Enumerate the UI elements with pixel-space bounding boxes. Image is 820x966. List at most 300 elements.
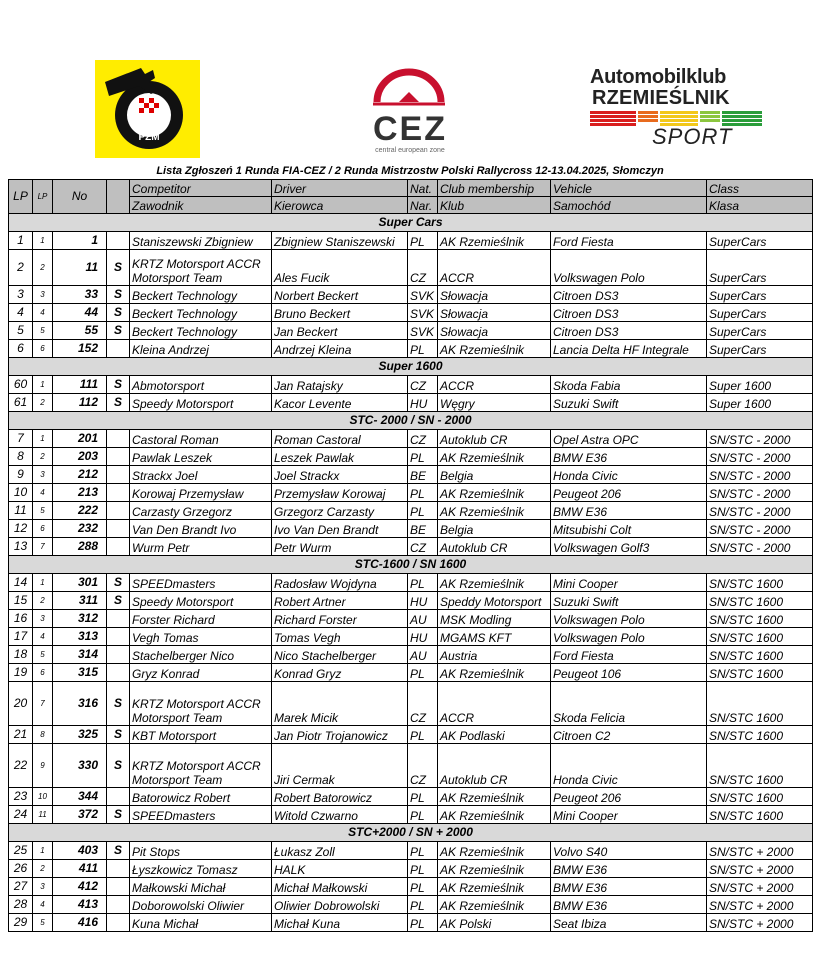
cell-club: Słowacja	[438, 286, 551, 304]
cell-lp: 20	[9, 682, 33, 726]
automobilklub-logo	[584, 66, 764, 154]
cell-club: MSK Modling	[438, 610, 551, 628]
cell-lp: 16	[9, 610, 33, 628]
cell-vehicle: Volkswagen Polo	[551, 610, 707, 628]
category-title: STC-1600 / SN 1600	[9, 556, 813, 574]
cell-lp-class: 5	[33, 914, 53, 932]
cell-competitor: KRTZ Motorsport ACCR Motorsport Team	[130, 682, 272, 726]
cell-start-number: 314	[53, 646, 107, 664]
cell-club: AK Rzemieślnik	[438, 842, 551, 860]
cell-competitor: KRTZ Motorsport ACCR Motorsport Team	[130, 744, 272, 788]
cell-club: MGAMS KFT	[438, 628, 551, 646]
cell-s-flag	[107, 646, 130, 664]
cell-start-number: 411	[53, 860, 107, 878]
cell-start-number: 55	[53, 322, 107, 340]
cell-nationality: PL	[408, 788, 438, 806]
cell-s-flag	[107, 520, 130, 538]
cell-vehicle: Citroen DS3	[551, 286, 707, 304]
cell-driver: Oliwier Dobrowolski	[272, 896, 408, 914]
cell-lp: 12	[9, 520, 33, 538]
cell-lp-class: 6	[33, 664, 53, 682]
cell-nationality: AU	[408, 610, 438, 628]
cell-class: SN/STC - 2000	[707, 502, 813, 520]
cell-lp-class: 1	[33, 574, 53, 592]
cell-vehicle: Mitsubishi Colt	[551, 520, 707, 538]
cell-competitor: Abmotorsport	[130, 376, 272, 394]
cell-competitor: Carzasty Grzegorz	[130, 502, 272, 520]
cell-lp: 7	[9, 430, 33, 448]
cell-vehicle: Peugeot 106	[551, 664, 707, 682]
cell-competitor: Castoral Roman	[130, 430, 272, 448]
cell-lp-class: 7	[33, 682, 53, 726]
cell-start-number: 288	[53, 538, 107, 556]
cell-lp: 61	[9, 394, 33, 412]
cell-lp: 25	[9, 842, 33, 860]
table-row	[9, 592, 813, 610]
cell-competitor: Doborowolski Oliwier	[130, 896, 272, 914]
cell-club: AK Rzemieślnik	[438, 484, 551, 502]
cell-class: SN/STC - 2000	[707, 430, 813, 448]
cell-vehicle: BMW E36	[551, 896, 707, 914]
table-row	[9, 466, 813, 484]
cell-vehicle: Citroen C2	[551, 726, 707, 744]
col-header-lp: LP	[9, 180, 33, 214]
cell-class: SN/STC 1600	[707, 726, 813, 744]
cell-driver: Joel Strackx	[272, 466, 408, 484]
cell-nationality: CZ	[408, 376, 438, 394]
logo-text-sport: SPORT	[652, 124, 733, 149]
cell-nationality: CZ	[408, 682, 438, 726]
cell-vehicle: Opel Astra OPC	[551, 430, 707, 448]
cell-vehicle: Citroen DS3	[551, 304, 707, 322]
cell-nationality: PL	[408, 860, 438, 878]
cell-club: ACCR	[438, 250, 551, 286]
cell-club: AK Rzemieślnik	[438, 896, 551, 914]
cell-vehicle: Honda Civic	[551, 744, 707, 788]
cell-vehicle: Suzuki Swift	[551, 592, 707, 610]
cell-driver: Jan Ratajsky	[272, 376, 408, 394]
cell-club: AK Rzemieślnik	[438, 232, 551, 250]
cell-nationality: BE	[408, 520, 438, 538]
cell-competitor: Vegh Tomas	[130, 628, 272, 646]
cell-vehicle: Peugeot 206	[551, 788, 707, 806]
table-row	[9, 250, 813, 286]
cell-class: SN/STC 1600	[707, 664, 813, 682]
cell-s-flag: S	[107, 322, 130, 340]
cell-driver: Robert Artner	[272, 592, 408, 610]
cell-class: SuperCars	[707, 304, 813, 322]
col-header-no: No	[53, 180, 107, 214]
cell-start-number: 325	[53, 726, 107, 744]
cell-lp-class: 9	[33, 744, 53, 788]
category-row	[9, 214, 813, 232]
cell-club: AK Rzemieślnik	[438, 788, 551, 806]
col-header-club: Club membership	[438, 180, 551, 197]
cell-start-number: 344	[53, 788, 107, 806]
cell-nationality: SVK	[408, 304, 438, 322]
cell-class: SuperCars	[707, 340, 813, 358]
svg-text:CEZ: CEZ	[373, 110, 447, 148]
cell-vehicle: Seat Ibiza	[551, 914, 707, 932]
cell-nationality: SVK	[408, 322, 438, 340]
table-row	[9, 376, 813, 394]
cell-class: Super 1600	[707, 394, 813, 412]
table-row	[9, 664, 813, 682]
cell-nationality: PL	[408, 726, 438, 744]
cell-start-number: 44	[53, 304, 107, 322]
cell-club: Słowacja	[438, 322, 551, 340]
cell-nationality: PL	[408, 842, 438, 860]
cell-s-flag: S	[107, 574, 130, 592]
table-row	[9, 896, 813, 914]
cell-driver: Leszek Pawlak	[272, 448, 408, 466]
cell-class: SN/STC - 2000	[707, 484, 813, 502]
cell-nationality: PL	[408, 484, 438, 502]
cell-class: SN/STC + 2000	[707, 896, 813, 914]
cell-club: AK Rzemieślnik	[438, 664, 551, 682]
cell-driver: Richard Forster	[272, 610, 408, 628]
col-header-class: Class	[707, 180, 813, 197]
cell-class: SN/STC 1600	[707, 574, 813, 592]
cell-competitor: Małkowski Michał	[130, 878, 272, 896]
category-row	[9, 412, 813, 430]
cell-competitor: Stachelberger Nico	[130, 646, 272, 664]
cell-lp-class: 1	[33, 376, 53, 394]
cell-lp-class: 11	[33, 806, 53, 824]
cell-nationality: PL	[408, 574, 438, 592]
cell-lp-class: 5	[33, 646, 53, 664]
svg-text:central european zone: central european zone	[375, 147, 445, 154]
table-row	[9, 322, 813, 340]
cell-lp: 5	[9, 322, 33, 340]
cell-lp: 15	[9, 592, 33, 610]
cell-club: AK Rzemieślnik	[438, 574, 551, 592]
cell-club: AK Rzemieślnik	[438, 340, 551, 358]
cell-nationality: SVK	[408, 286, 438, 304]
cell-vehicle: BMW E36	[551, 860, 707, 878]
cell-class: SN/STC - 2000	[707, 538, 813, 556]
cell-nationality: PL	[408, 664, 438, 682]
cell-class: SN/STC 1600	[707, 788, 813, 806]
col-header-club-pl: Klub	[438, 197, 551, 214]
cell-nationality: PL	[408, 878, 438, 896]
cell-lp: 26	[9, 860, 33, 878]
cell-class: SN/STC + 2000	[707, 914, 813, 932]
cell-driver: Norbert Beckert	[272, 286, 408, 304]
cell-lp: 60	[9, 376, 33, 394]
cell-lp: 14	[9, 574, 33, 592]
category-title: STC+2000 / SN + 2000	[9, 824, 813, 842]
category-title: STC- 2000 / SN - 2000	[9, 412, 813, 430]
table-row	[9, 574, 813, 592]
cell-vehicle: BMW E36	[551, 448, 707, 466]
cell-lp-class: 7	[33, 538, 53, 556]
cell-driver: Ales Fucik	[272, 250, 408, 286]
cell-club: AK Rzemieślnik	[438, 806, 551, 824]
cell-lp: 11	[9, 502, 33, 520]
table-row	[9, 646, 813, 664]
table-row	[9, 914, 813, 932]
cell-start-number: 112	[53, 394, 107, 412]
cell-club: Autoklub CR	[438, 430, 551, 448]
category-title: Super 1600	[9, 358, 813, 376]
cell-club: Speddy Motorsport	[438, 592, 551, 610]
table-row	[9, 628, 813, 646]
cell-competitor: Łyszkowicz Tomasz	[130, 860, 272, 878]
cell-driver: Petr Wurm	[272, 538, 408, 556]
cell-class: SN/STC + 2000	[707, 860, 813, 878]
category-title: Super Cars	[9, 214, 813, 232]
cell-lp-class: 8	[33, 726, 53, 744]
cell-driver: Marek Micik	[272, 682, 408, 726]
cell-vehicle: Lancia Delta HF Integrale	[551, 340, 707, 358]
cell-start-number: 203	[53, 448, 107, 466]
cell-class: SN/STC 1600	[707, 592, 813, 610]
pzm-logo	[95, 60, 200, 158]
cell-lp-class: 3	[33, 466, 53, 484]
cell-class: SN/STC 1600	[707, 806, 813, 824]
cell-competitor: Kleina Andrzej	[130, 340, 272, 358]
cell-lp-class: 2	[33, 860, 53, 878]
table-row	[9, 484, 813, 502]
cell-start-number: 416	[53, 914, 107, 932]
cell-start-number: 213	[53, 484, 107, 502]
cell-competitor: Beckert Technology	[130, 286, 272, 304]
document-title: Lista Zgłoszeń 1 Runda FIA-CEZ / 2 Runda Mistrzostw Polski Rallycross 12-13.04.2025, Słomczyn	[156, 165, 664, 177]
cell-nationality: PL	[408, 448, 438, 466]
cell-club: Belgia	[438, 466, 551, 484]
col-header-lp2: LP	[33, 180, 53, 214]
cell-club: AK Rzemieślnik	[438, 860, 551, 878]
logo-text-line2: RZEMIEŚLNIK	[592, 87, 730, 109]
cell-club: ACCR	[438, 682, 551, 726]
cell-driver: Zbigniew Staniszewski	[272, 232, 408, 250]
cell-vehicle: Peugeot 206	[551, 484, 707, 502]
cell-start-number: 222	[53, 502, 107, 520]
cell-driver: Radosław Wojdyna	[272, 574, 408, 592]
cell-s-flag: S	[107, 304, 130, 322]
cell-start-number: 33	[53, 286, 107, 304]
cell-s-flag: S	[107, 394, 130, 412]
col-header-driver: Driver	[272, 180, 408, 197]
cell-lp-class: 4	[33, 628, 53, 646]
cell-competitor: Kuna Michał	[130, 914, 272, 932]
cell-s-flag: S	[107, 250, 130, 286]
cell-start-number: 111	[53, 376, 107, 394]
cell-lp-class: 3	[33, 286, 53, 304]
cell-nationality: HU	[408, 394, 438, 412]
cell-lp: 10	[9, 484, 33, 502]
cell-class: SuperCars	[707, 232, 813, 250]
cell-competitor: KBT Motorsport	[130, 726, 272, 744]
cell-lp: 22	[9, 744, 33, 788]
cell-s-flag	[107, 466, 130, 484]
cell-s-flag	[107, 538, 130, 556]
cell-vehicle: Volkswagen Polo	[551, 250, 707, 286]
cell-competitor: Beckert Technology	[130, 304, 272, 322]
table-row	[9, 232, 813, 250]
col-header-competitor: Competitor	[130, 180, 272, 197]
cell-class: SuperCars	[707, 286, 813, 304]
cell-driver: Grzegorz Carzasty	[272, 502, 408, 520]
cell-lp-class: 2	[33, 394, 53, 412]
cell-class: SN/STC 1600	[707, 610, 813, 628]
cell-competitor: Beckert Technology	[130, 322, 272, 340]
cez-logo	[345, 58, 475, 158]
cell-lp-class: 2	[33, 448, 53, 466]
col-header-class-pl: Klasa	[707, 197, 813, 214]
cell-competitor: Pit Stops	[130, 842, 272, 860]
cell-nationality: PL	[408, 232, 438, 250]
cell-start-number: 311	[53, 592, 107, 610]
cell-s-flag	[107, 502, 130, 520]
cell-vehicle: Suzuki Swift	[551, 394, 707, 412]
cell-nationality: BE	[408, 466, 438, 484]
cell-lp-class: 2	[33, 592, 53, 610]
cell-s-flag	[107, 610, 130, 628]
cell-lp: 21	[9, 726, 33, 744]
cell-lp: 28	[9, 896, 33, 914]
cell-class: SN/STC 1600	[707, 628, 813, 646]
table-row	[9, 430, 813, 448]
cell-start-number: 301	[53, 574, 107, 592]
cell-s-flag	[107, 860, 130, 878]
cell-lp-class: 6	[33, 520, 53, 538]
cell-lp: 6	[9, 340, 33, 358]
cell-driver: Kacor Levente	[272, 394, 408, 412]
cell-competitor: Gryz Konrad	[130, 664, 272, 682]
category-row	[9, 556, 813, 574]
cell-lp-class: 1	[33, 430, 53, 448]
cell-lp-class: 6	[33, 340, 53, 358]
cell-driver: Witold Czwarno	[272, 806, 408, 824]
cell-competitor: Forster Richard	[130, 610, 272, 628]
cell-driver: Jan Beckert	[272, 322, 408, 340]
cell-lp: 8	[9, 448, 33, 466]
cell-lp-class: 5	[33, 502, 53, 520]
cell-lp-class: 4	[33, 484, 53, 502]
table-row	[9, 448, 813, 466]
cell-lp: 29	[9, 914, 33, 932]
col-header-driver-pl: Kierowca	[272, 197, 408, 214]
cell-competitor: KRTZ Motorsport ACCR Motorsport Team	[130, 250, 272, 286]
cell-competitor: Korowaj Przemysław	[130, 484, 272, 502]
col-header-vehicle: Vehicle	[551, 180, 707, 197]
cell-vehicle: Volkswagen Polo	[551, 628, 707, 646]
table-header-row-en	[9, 180, 813, 197]
cell-nationality: CZ	[408, 538, 438, 556]
table-row	[9, 806, 813, 824]
cell-class: SuperCars	[707, 250, 813, 286]
cell-lp: 13	[9, 538, 33, 556]
cell-club: Słowacja	[438, 304, 551, 322]
cell-lp-class: 3	[33, 610, 53, 628]
cell-lp: 9	[9, 466, 33, 484]
category-row	[9, 358, 813, 376]
cell-club: AK Rzemieślnik	[438, 878, 551, 896]
cell-s-flag	[107, 788, 130, 806]
cell-driver: Przemysław Korowaj	[272, 484, 408, 502]
cell-lp-class: 4	[33, 304, 53, 322]
cell-start-number: 201	[53, 430, 107, 448]
cell-start-number: 11	[53, 250, 107, 286]
cell-lp: 27	[9, 878, 33, 896]
cell-class: SuperCars	[707, 322, 813, 340]
cell-start-number: 403	[53, 842, 107, 860]
cell-lp-class: 3	[33, 878, 53, 896]
table-body	[9, 180, 813, 932]
cell-s-flag	[107, 914, 130, 932]
cell-driver: Michał Małkowski	[272, 878, 408, 896]
cell-lp: 2	[9, 250, 33, 286]
cell-club: Autoklub CR	[438, 744, 551, 788]
cell-class: SN/STC 1600	[707, 744, 813, 788]
cell-start-number: 312	[53, 610, 107, 628]
cell-competitor: Pawlak Leszek	[130, 448, 272, 466]
cell-start-number: 212	[53, 466, 107, 484]
cell-competitor: Wurm Petr	[130, 538, 272, 556]
table-row	[9, 726, 813, 744]
cell-club: ACCR	[438, 376, 551, 394]
cell-s-flag	[107, 340, 130, 358]
cell-club: Austria	[438, 646, 551, 664]
table-row	[9, 744, 813, 788]
table-row	[9, 286, 813, 304]
cell-s-flag	[107, 664, 130, 682]
cell-lp-class: 1	[33, 232, 53, 250]
table-row	[9, 538, 813, 556]
col-header-nat: Nat.	[408, 180, 438, 197]
cell-club: AK Podlaski	[438, 726, 551, 744]
cell-lp-class: 2	[33, 250, 53, 286]
table-row	[9, 788, 813, 806]
cell-nationality: PL	[408, 914, 438, 932]
cell-vehicle: Volvo S40	[551, 842, 707, 860]
cell-s-flag	[107, 878, 130, 896]
col-header-vehicle-pl: Samochód	[551, 197, 707, 214]
cell-lp: 19	[9, 664, 33, 682]
cell-club: AK Polski	[438, 914, 551, 932]
cell-start-number: 372	[53, 806, 107, 824]
cell-vehicle: Volkswagen Golf3	[551, 538, 707, 556]
cell-lp: 18	[9, 646, 33, 664]
cell-nationality: PL	[408, 502, 438, 520]
cell-s-flag	[107, 430, 130, 448]
cell-class: SN/STC - 2000	[707, 448, 813, 466]
cell-s-flag: S	[107, 682, 130, 726]
cell-lp: 23	[9, 788, 33, 806]
cell-class: Super 1600	[707, 376, 813, 394]
cell-vehicle: Honda Civic	[551, 466, 707, 484]
cell-club: AK Rzemieślnik	[438, 448, 551, 466]
cell-start-number: 232	[53, 520, 107, 538]
cell-competitor: Strackx Joel	[130, 466, 272, 484]
cell-club: Autoklub CR	[438, 538, 551, 556]
cell-s-flag: S	[107, 592, 130, 610]
cell-start-number: 313	[53, 628, 107, 646]
logo-text-line1: Automobilklub	[590, 66, 727, 88]
cell-s-flag: S	[107, 726, 130, 744]
cell-s-flag	[107, 896, 130, 914]
cell-nationality: PL	[408, 340, 438, 358]
cell-class: SN/STC - 2000	[707, 466, 813, 484]
table-header-row-pl	[9, 197, 813, 214]
cell-competitor: Speedy Motorsport	[130, 592, 272, 610]
table-row	[9, 610, 813, 628]
cell-vehicle: BMW E36	[551, 502, 707, 520]
cell-start-number: 412	[53, 878, 107, 896]
cell-vehicle: Mini Cooper	[551, 806, 707, 824]
